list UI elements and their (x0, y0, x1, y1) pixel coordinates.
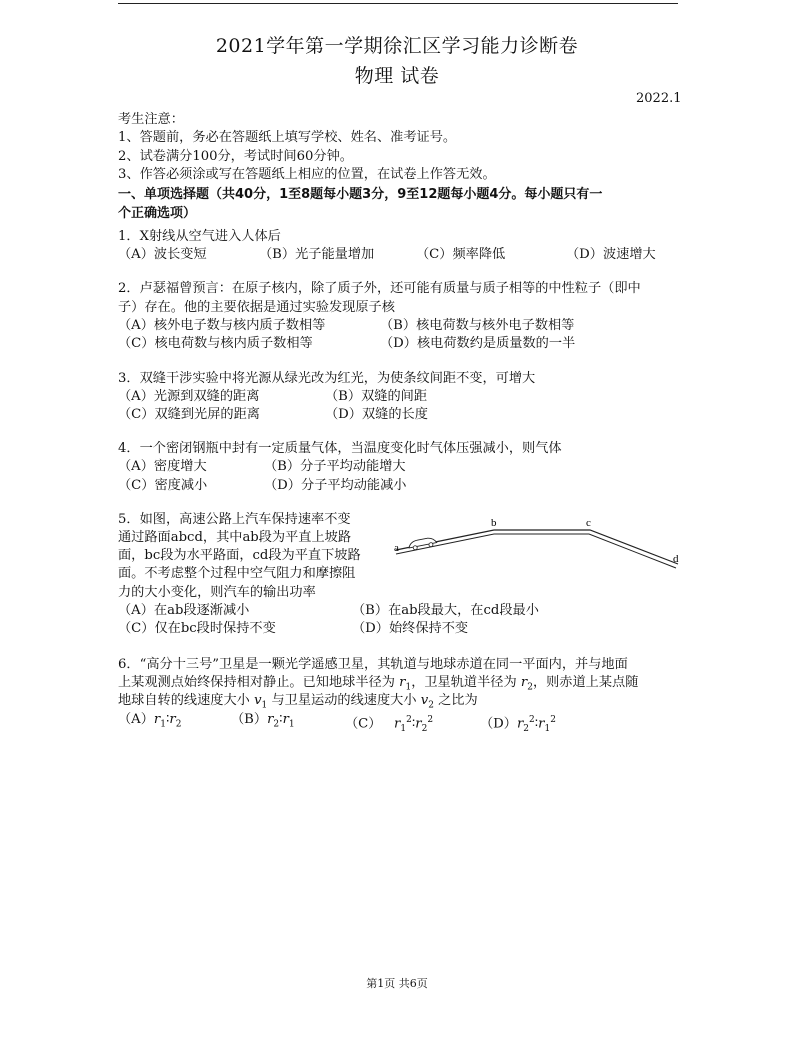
q5-option-a: （A）在ab段逐渐减小 (118, 603, 250, 618)
q4-option-a: （A）密度增大 (118, 459, 207, 474)
q1-stem: 1．X射线从空气进入人体后 (118, 229, 281, 244)
q3-option-a: （A）光源到双缝的距离 (118, 389, 260, 404)
q4-option-d: （D）分子平均动能减小 (264, 478, 407, 493)
q4-option-c: （C）密度减小 (118, 478, 208, 493)
section-heading-line1: 一、单项选择题（共40分，1至8题每小题3分，9至12题每小题4分。每小题只有一 (118, 187, 603, 202)
q5-stem-line4: 面。不考虑整个过程中空气阻力和摩擦阻 (118, 566, 356, 581)
q6-stem-line1: 6．“高分十三号”卫星是一颗光学遥感卫星，其轨道与地球赤道在同一平面内，并与地面 (118, 657, 628, 672)
q5-stem-line1: 5．如图，高速公路上汽车保持速率不变 (118, 512, 351, 527)
q2-option-b: （B）核电荷数与核外电子数相等 (380, 318, 575, 333)
q1-option-d: （D）波速增大 (566, 247, 656, 262)
q5-stem-line5: 力的大小变化，则汽车的输出功率 (118, 585, 316, 600)
exam-date: 2022.1 (636, 91, 682, 106)
q6-stem-line3: 地球自转的线速度大小 $v_1$ 与卫星运动的线速度大小 $v_2$ 之比为 (118, 693, 478, 711)
page-footer: 第1页 共6页 (366, 977, 428, 990)
q5-option-c: （C）仅在bc段时保持不变 (118, 621, 276, 636)
q6-option-c: （C） $r_1^2∶r_2^2$ (345, 715, 434, 735)
q2-stem-line2: 子）存在。他的主要依据是通过实验发现原子核 (118, 300, 395, 315)
q1-option-c: （C）频率降低 (416, 247, 506, 262)
q5-option-d: （D）始终保持不变 (352, 621, 469, 636)
q3-option-b: （B）双缝的间距 (325, 389, 428, 404)
notice-heading: 考生注意： (118, 112, 184, 127)
road-surface-top (396, 530, 678, 564)
q6-option-d: $(D)r_2^2∶r_1^2$ (480, 715, 556, 735)
q3-option-c: （C）双缝到光屏的距离 (118, 407, 260, 422)
exam-subtitle: 物理 试卷 (354, 65, 440, 87)
notice-item-3: 3、作答必须涂或写在答题纸上相应的位置，在试卷上作答无效。 (118, 167, 496, 182)
q5-option-b: （B）在ab段最大，在cd段最小 (352, 603, 539, 618)
label-a: a (394, 542, 399, 554)
q4-option-b: （B）分子平均动能增大 (264, 459, 406, 474)
road-diagram (390, 516, 690, 578)
q4-stem: 4．一个密闭钢瓶中封有一定质量气体，当温度变化时气体压强减小，则气体 (118, 441, 562, 456)
q3-option-d: （D）双缝的长度 (325, 407, 428, 422)
q1-option-b: （B）光子能量增加 (259, 247, 375, 262)
q6-stem-line2: 上某观测点始终保持相对静止。已知地球半径为 $r_1$，卫星轨道半径为 $r_2$，则赤道上某点随 (118, 675, 639, 693)
notice-item-1: 1、答题前，务必在答题纸上填写学校、姓名、准考证号。 (118, 130, 457, 145)
section-heading-line2: 个正确选项） (118, 206, 197, 221)
exam-title: 2021学年第一学期徐汇区学习能力诊断卷 (215, 35, 579, 57)
label-d: d (673, 553, 679, 565)
q3-stem: 3．双缝干涉实验中将光源从绿光改为红光，为使条纹间距不变，可增大 (118, 371, 536, 386)
q2-option-c: （C）核电荷数与核内质子数相等 (118, 336, 313, 351)
q5-stem-line3: 面，bc段为水平路面，cd段为平直下坡路 (118, 548, 361, 563)
q2-option-d: （D）核电荷数约是质量数的一半 (380, 336, 576, 351)
q6-option-a: $(A)r_1∶r_2$ (118, 712, 182, 730)
notice-item-2: 2、试卷满分100分，考试时间60分钟。 (118, 149, 353, 164)
q5-stem-line2: 通过路面abcd，其中ab段为平直上坡路 (118, 530, 352, 545)
label-b: b (491, 517, 497, 529)
top-rule (118, 3, 678, 4)
q6-option-b: $(B)r_2∶r_1$ (231, 712, 295, 730)
q1-option-a: （A）波长变短 (118, 247, 207, 262)
road-surface-bottom (396, 534, 676, 568)
label-c: c (586, 517, 591, 529)
q2-option-a: （A）核外电子数与核内质子数相等 (118, 318, 326, 333)
q2-stem-line1: 2．卢瑟福曾预言：在原子核内，除了质子外，还可能有质量与质子相等的中性粒子（即中 (118, 281, 641, 296)
